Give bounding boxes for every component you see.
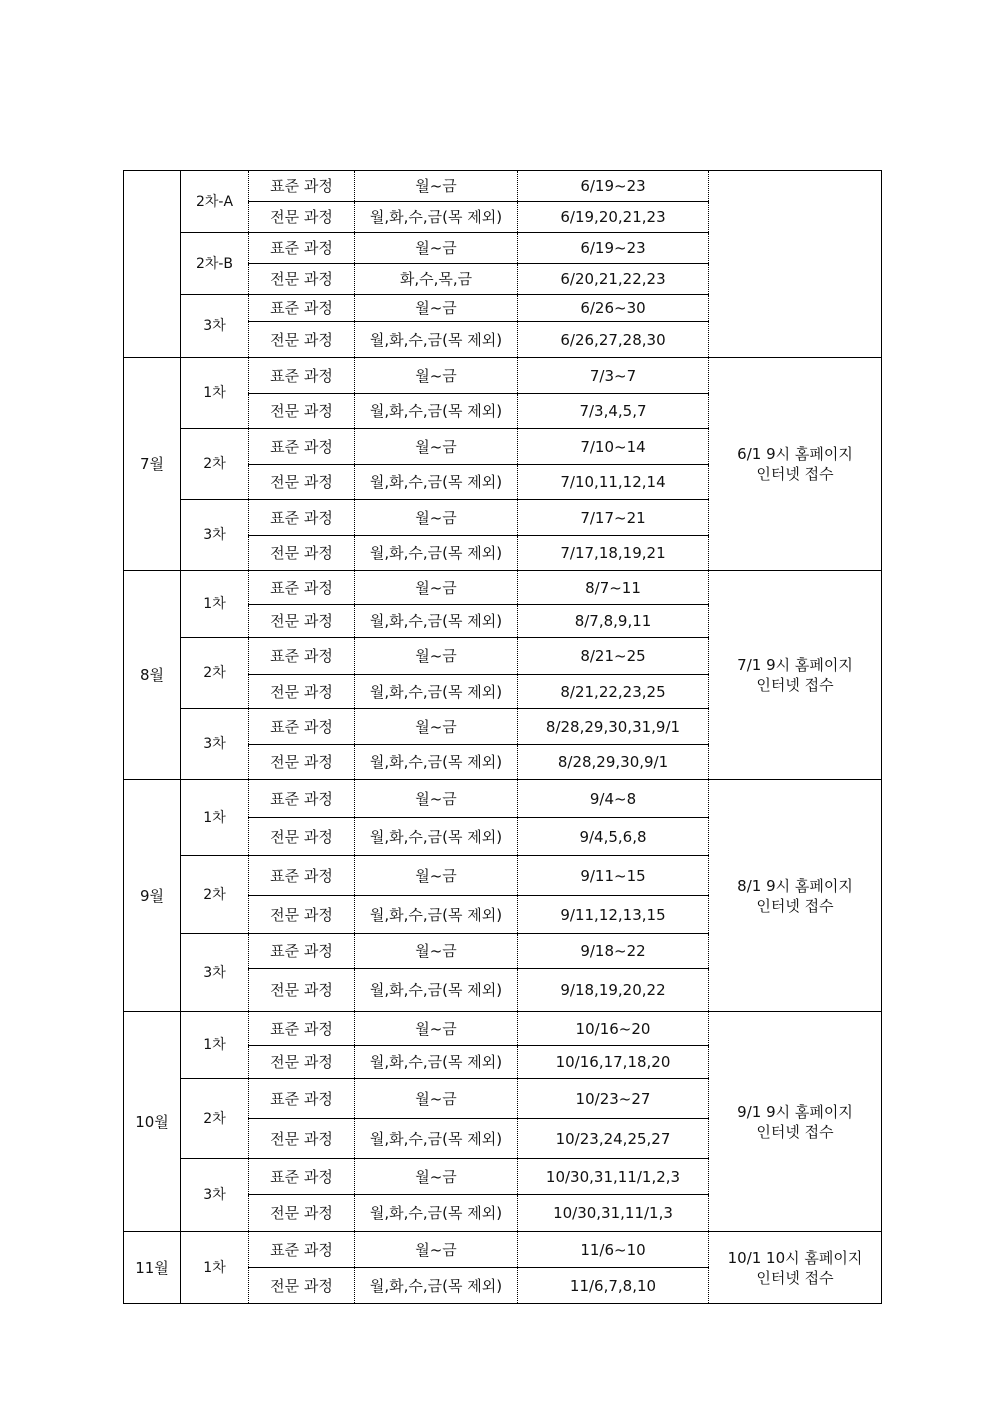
weekday-cell: 월,화,수,금(목 제외) bbox=[355, 1046, 518, 1079]
round-cell: 3차 bbox=[181, 1159, 249, 1232]
month-cell: 11월 bbox=[124, 1232, 181, 1304]
round-cell: 3차 bbox=[181, 934, 249, 1012]
registration-note-cell bbox=[709, 780, 882, 1012]
month-cell: 8월 bbox=[124, 571, 181, 780]
weekday-cell: 월~금 bbox=[355, 1232, 518, 1268]
weekday-cell: 월~금 bbox=[355, 638, 518, 675]
registration-note-line: 인터넷 접수 bbox=[756, 676, 834, 694]
schedule-table bbox=[123, 170, 882, 1304]
registration-note-line: 8/1 9시 홈페이지 bbox=[737, 876, 853, 895]
weekday-cell: 월~금 bbox=[355, 709, 518, 745]
weekday-cell: 화,수,목,금 bbox=[355, 264, 518, 295]
weekday-cell: 월,화,수,금(목 제외) bbox=[355, 536, 518, 571]
course-type-cell: 표준 과정 bbox=[249, 1012, 355, 1046]
course-type-cell: 표준 과정 bbox=[249, 171, 355, 202]
dates-cell: 10/23~27 bbox=[518, 1079, 709, 1119]
weekday-cell: 월~금 bbox=[355, 233, 518, 264]
schedule-row bbox=[124, 358, 882, 394]
dates-cell: 10/23,24,25,27 bbox=[518, 1119, 709, 1159]
round-cell: 2차 bbox=[181, 638, 249, 709]
weekday-cell: 월,화,수,금(목 제외) bbox=[355, 675, 518, 709]
round-cell: 2차 bbox=[181, 429, 249, 500]
round-cell: 3차 bbox=[181, 709, 249, 780]
course-type-cell: 표준 과정 bbox=[249, 295, 355, 322]
dates-cell: 9/11~15 bbox=[518, 856, 709, 896]
course-type-cell: 전문 과정 bbox=[249, 1195, 355, 1232]
dates-cell: 8/7,8,9,11 bbox=[518, 605, 709, 638]
dates-cell: 11/6,7,8,10 bbox=[518, 1268, 709, 1304]
round-cell: 3차 bbox=[181, 500, 249, 571]
weekday-cell: 월~금 bbox=[355, 1079, 518, 1119]
weekday-cell: 월,화,수,금(목 제외) bbox=[355, 969, 518, 1012]
dates-cell: 6/19~23 bbox=[518, 171, 709, 202]
weekday-cell: 월,화,수,금(목 제외) bbox=[355, 394, 518, 429]
weekday-cell: 월,화,수,금(목 제외) bbox=[355, 202, 518, 233]
weekday-cell: 월,화,수,금(목 제외) bbox=[355, 465, 518, 500]
course-type-cell: 표준 과정 bbox=[249, 856, 355, 896]
weekday-cell: 월~금 bbox=[355, 780, 518, 818]
dates-cell: 11/6~10 bbox=[518, 1232, 709, 1268]
schedule-row bbox=[124, 780, 882, 818]
weekday-cell: 월~금 bbox=[355, 295, 518, 322]
weekday-cell: 월,화,수,금(목 제외) bbox=[355, 1268, 518, 1304]
course-type-cell: 표준 과정 bbox=[249, 934, 355, 969]
round-cell: 2차 bbox=[181, 1079, 249, 1159]
dates-cell: 8/7~11 bbox=[518, 571, 709, 605]
schedule-body bbox=[124, 171, 882, 1304]
dates-cell: 10/30,31,11/1,2,3 bbox=[518, 1159, 709, 1195]
registration-note-line: 인터넷 접수 bbox=[756, 1268, 834, 1287]
course-type-cell: 표준 과정 bbox=[249, 500, 355, 536]
schedule-row bbox=[124, 1232, 882, 1268]
dates-cell: 7/3~7 bbox=[518, 358, 709, 394]
course-type-cell: 전문 과정 bbox=[249, 969, 355, 1012]
dates-cell: 9/11,12,13,15 bbox=[518, 896, 709, 934]
dates-cell: 6/26,27,28,30 bbox=[518, 322, 709, 358]
weekday-cell: 월~금 bbox=[355, 358, 518, 394]
course-type-cell: 표준 과정 bbox=[249, 1159, 355, 1195]
dates-cell: 9/4,5,6,8 bbox=[518, 818, 709, 856]
dates-cell: 10/16,17,18,20 bbox=[518, 1046, 709, 1079]
round-cell: 1차 bbox=[181, 358, 249, 429]
dates-cell: 6/26~30 bbox=[518, 295, 709, 322]
registration-note-cell bbox=[709, 1012, 882, 1232]
course-type-cell: 전문 과정 bbox=[249, 1268, 355, 1304]
dates-cell: 8/28,29,30,31,9/1 bbox=[518, 709, 709, 745]
month-cell: 9월 bbox=[124, 780, 181, 1012]
course-type-cell: 전문 과정 bbox=[249, 818, 355, 856]
registration-note-line: 10/1 10시 홈페이지 bbox=[727, 1248, 863, 1267]
course-type-cell: 전문 과정 bbox=[249, 394, 355, 429]
round-cell: 3차 bbox=[181, 295, 249, 358]
course-type-cell: 전문 과정 bbox=[249, 675, 355, 709]
course-type-cell: 표준 과정 bbox=[249, 709, 355, 745]
weekday-cell: 월,화,수,금(목 제외) bbox=[355, 818, 518, 856]
round-cell: 1차 bbox=[181, 780, 249, 856]
weekday-cell: 월,화,수,금(목 제외) bbox=[355, 1119, 518, 1159]
round-cell: 1차 bbox=[181, 571, 249, 638]
course-type-cell: 전문 과정 bbox=[249, 605, 355, 638]
round-cell: 1차 bbox=[181, 1012, 249, 1079]
dates-cell: 9/4~8 bbox=[518, 780, 709, 818]
dates-cell: 8/21~25 bbox=[518, 638, 709, 675]
weekday-cell: 월~금 bbox=[355, 429, 518, 465]
course-type-cell: 표준 과정 bbox=[249, 1232, 355, 1268]
course-type-cell: 표준 과정 bbox=[249, 780, 355, 818]
registration-note-line: 인터넷 접수 bbox=[756, 1122, 834, 1141]
round-cell: 2차-A bbox=[181, 171, 249, 233]
round-cell: 1차 bbox=[181, 1232, 249, 1304]
course-type-cell: 전문 과정 bbox=[249, 202, 355, 233]
course-type-cell: 표준 과정 bbox=[249, 638, 355, 675]
dates-cell: 7/10,11,12,14 bbox=[518, 465, 709, 500]
course-type-cell: 표준 과정 bbox=[249, 571, 355, 605]
dates-cell: 9/18~22 bbox=[518, 934, 709, 969]
course-type-cell: 전문 과정 bbox=[249, 322, 355, 358]
weekday-cell: 월,화,수,금(목 제외) bbox=[355, 1195, 518, 1232]
round-cell: 2차-B bbox=[181, 233, 249, 295]
course-type-cell: 전문 과정 bbox=[249, 1046, 355, 1079]
course-type-cell: 표준 과정 bbox=[249, 233, 355, 264]
weekday-cell: 월,화,수,금(목 제외) bbox=[355, 745, 518, 780]
weekday-cell: 월,화,수,금(목 제외) bbox=[355, 322, 518, 358]
weekday-cell: 월~금 bbox=[355, 571, 518, 605]
dates-cell: 6/20,21,22,23 bbox=[518, 264, 709, 295]
weekday-cell: 월~금 bbox=[355, 171, 518, 202]
course-type-cell: 전문 과정 bbox=[249, 745, 355, 780]
weekday-cell: 월~금 bbox=[355, 934, 518, 969]
course-type-cell: 표준 과정 bbox=[249, 429, 355, 465]
dates-cell: 6/19,20,21,23 bbox=[518, 202, 709, 233]
schedule-row bbox=[124, 571, 882, 605]
course-type-cell: 전문 과정 bbox=[249, 264, 355, 295]
weekday-cell: 월,화,수,금(목 제외) bbox=[355, 896, 518, 934]
registration-note-cell bbox=[709, 171, 882, 358]
course-type-cell: 전문 과정 bbox=[249, 536, 355, 571]
dates-cell: 7/10~14 bbox=[518, 429, 709, 465]
registration-note-cell bbox=[709, 571, 882, 780]
dates-cell: 7/17,18,19,21 bbox=[518, 536, 709, 571]
registration-note-cell bbox=[709, 1232, 882, 1304]
dates-cell: 9/18,19,20,22 bbox=[518, 969, 709, 1012]
registration-note-line: 인터넷 접수 bbox=[756, 896, 834, 915]
weekday-cell: 월~금 bbox=[355, 856, 518, 896]
dates-cell: 7/17~21 bbox=[518, 500, 709, 536]
month-cell bbox=[124, 171, 181, 358]
course-type-cell: 전문 과정 bbox=[249, 465, 355, 500]
dates-cell: 10/16~20 bbox=[518, 1012, 709, 1046]
course-type-cell: 표준 과정 bbox=[249, 358, 355, 394]
course-type-cell: 전문 과정 bbox=[249, 896, 355, 934]
dates-cell: 8/28,29,30,9/1 bbox=[518, 745, 709, 780]
registration-note-line: 9/1 9시 홈페이지 bbox=[737, 1102, 853, 1121]
dates-cell: 8/21,22,23,25 bbox=[518, 675, 709, 709]
dates-cell: 7/3,4,5,7 bbox=[518, 394, 709, 429]
dates-cell: 10/30,31,11/1,3 bbox=[518, 1195, 709, 1232]
dates-cell: 6/19~23 bbox=[518, 233, 709, 264]
month-cell: 10월 bbox=[124, 1012, 181, 1232]
weekday-cell: 월~금 bbox=[355, 1159, 518, 1195]
registration-note-line: 7/1 9시 홈페이지 bbox=[737, 656, 853, 674]
round-cell: 2차 bbox=[181, 856, 249, 934]
course-type-cell: 전문 과정 bbox=[249, 1119, 355, 1159]
weekday-cell: 월,화,수,금(목 제외) bbox=[355, 605, 518, 638]
registration-note-line: 6/1 9시 홈페이지 bbox=[737, 445, 853, 463]
registration-note-cell bbox=[709, 358, 882, 571]
weekday-cell: 월~금 bbox=[355, 1012, 518, 1046]
weekday-cell: 월~금 bbox=[355, 500, 518, 536]
month-cell: 7월 bbox=[124, 358, 181, 571]
course-type-cell: 표준 과정 bbox=[249, 1079, 355, 1119]
schedule-row bbox=[124, 1012, 882, 1046]
registration-note-line: 인터넷 접수 bbox=[756, 465, 834, 483]
schedule-row bbox=[124, 171, 882, 202]
